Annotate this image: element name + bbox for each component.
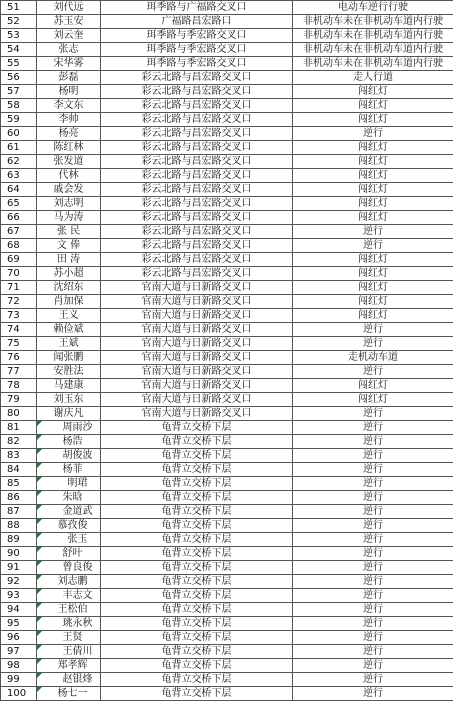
name-cell: 明珺	[37, 477, 101, 491]
row-number-cell: 58	[1, 99, 37, 113]
violation-cell: 闯红灯	[293, 211, 453, 225]
location-cell: 龟背立交桥下层	[101, 575, 293, 589]
table-row	[1, 365, 453, 379]
name-cell: 苏玉安	[37, 15, 101, 29]
row-number-cell: 94	[1, 603, 37, 617]
table-row	[1, 295, 453, 309]
location-cell: 彩云北路与昌宏路交叉口	[101, 71, 293, 85]
violation-cell: 逆行	[293, 463, 453, 477]
violation-cell: 闯红灯	[293, 99, 453, 113]
violation-cell: 逆行	[293, 365, 453, 379]
violation-cell: 逆行	[293, 407, 453, 421]
name-cell: 张发道	[37, 155, 101, 169]
location-cell: 龟背立交桥下层	[101, 505, 293, 519]
location-cell: 龟背立交桥下层	[101, 687, 293, 701]
row-number-cell: 79	[1, 393, 37, 407]
violation-cell: 逆行	[293, 491, 453, 505]
row-number-cell: 55	[1, 57, 37, 71]
name-cell: 曾良俊	[37, 561, 101, 575]
table-row	[1, 449, 453, 463]
location-cell: 官南大道与日新路交叉口	[101, 323, 293, 337]
violation-cell: 逆行	[293, 449, 453, 463]
location-cell: 龟背立交桥下层	[101, 589, 293, 603]
violation-cell: 非机动车未在非机动车道内行驶	[293, 15, 453, 29]
row-number-cell: 87	[1, 505, 37, 519]
row-number-cell: 60	[1, 127, 37, 141]
location-cell: 彩云北路与昌宏路交叉口	[101, 211, 293, 225]
row-number-cell: 69	[1, 253, 37, 267]
row-number-cell: 62	[1, 155, 37, 169]
table-row	[1, 463, 453, 477]
violation-cell: 逆行	[293, 547, 453, 561]
row-number-cell: 83	[1, 449, 37, 463]
name-cell: 刘志明	[37, 197, 101, 211]
table-row	[1, 253, 453, 267]
location-cell: 珥季路与季宏路交叉口	[101, 57, 293, 71]
row-number-cell: 100	[1, 687, 37, 701]
name-cell: 珧永秋	[37, 617, 101, 631]
location-cell: 彩云北路与昌宏路交叉口	[101, 253, 293, 267]
location-cell: 龟背立交桥下层	[101, 547, 293, 561]
location-cell: 龟背立交桥下层	[101, 673, 293, 687]
table-row	[1, 477, 453, 491]
row-number-cell: 64	[1, 183, 37, 197]
row-number-cell: 96	[1, 631, 37, 645]
name-cell: 刘玉东	[37, 393, 101, 407]
name-cell: 马为涛	[37, 211, 101, 225]
table-row	[1, 505, 453, 519]
location-cell: 龟背立交桥下层	[101, 449, 293, 463]
table-row	[1, 211, 453, 225]
table-row	[1, 547, 453, 561]
name-cell: 赵银烽	[37, 673, 101, 687]
violation-cell: 逆行	[293, 239, 453, 253]
name-cell: 田 涛	[37, 253, 101, 267]
location-cell: 龟背立交桥下层	[101, 491, 293, 505]
location-cell: 龟背立交桥下层	[101, 645, 293, 659]
row-number-cell: 66	[1, 211, 37, 225]
location-cell: 官南大道与日新路交叉口	[101, 337, 293, 351]
table-row	[1, 435, 453, 449]
table-row	[1, 631, 453, 645]
violation-cell: 逆行	[293, 337, 453, 351]
violation-cell: 非机动车未在非机动车道内行驶	[293, 29, 453, 43]
location-cell: 龟背立交桥下层	[101, 477, 293, 491]
name-cell: 杨浩	[37, 435, 101, 449]
violation-cell: 逆行	[293, 225, 453, 239]
table-row	[1, 659, 453, 673]
row-number-cell: 81	[1, 421, 37, 435]
row-number-cell: 93	[1, 589, 37, 603]
violation-cell: 闯红灯	[293, 155, 453, 169]
violation-cell: 闯红灯	[293, 169, 453, 183]
table-row	[1, 183, 453, 197]
row-number-cell: 92	[1, 575, 37, 589]
location-cell: 龟背立交桥下层	[101, 617, 293, 631]
location-cell: 官南大道与日新路交叉口	[101, 365, 293, 379]
row-number-cell: 59	[1, 113, 37, 127]
violations-table-body	[1, 1, 453, 701]
name-cell: 沈绍东	[37, 281, 101, 295]
table-row	[1, 197, 453, 211]
table-row	[1, 267, 453, 281]
name-cell: 郑孝辉	[37, 659, 101, 673]
location-cell: 珥季路与季宏路交叉口	[101, 29, 293, 43]
name-cell: 王义	[37, 309, 101, 323]
table-row	[1, 99, 453, 113]
location-cell: 龟背立交桥下层	[101, 533, 293, 547]
location-cell: 彩云北路与昌宏路交叉口	[101, 169, 293, 183]
table-row	[1, 15, 453, 29]
violation-cell: 逆行	[293, 617, 453, 631]
location-cell: 龟背立交桥下层	[101, 561, 293, 575]
table-row	[1, 127, 453, 141]
table-row	[1, 281, 453, 295]
name-cell: 赖俭斌	[37, 323, 101, 337]
row-number-cell: 80	[1, 407, 37, 421]
violation-cell: 逆行	[293, 659, 453, 673]
row-number-cell: 98	[1, 659, 37, 673]
name-cell: 杨菲	[37, 463, 101, 477]
table-row	[1, 43, 453, 57]
violation-cell: 闯红灯	[293, 141, 453, 155]
row-number-cell: 61	[1, 141, 37, 155]
row-number-cell: 51	[1, 1, 37, 15]
location-cell: 龟背立交桥下层	[101, 659, 293, 673]
name-cell: 彭磊	[37, 71, 101, 85]
location-cell: 官南大道与日新路交叉口	[101, 351, 293, 365]
row-number-cell: 65	[1, 197, 37, 211]
row-number-cell: 53	[1, 29, 37, 43]
violation-cell: 闯红灯	[293, 85, 453, 99]
row-number-cell: 90	[1, 547, 37, 561]
name-cell: 王倩川	[37, 645, 101, 659]
name-cell: 文 俸	[37, 239, 101, 253]
location-cell: 龟背立交桥下层	[101, 421, 293, 435]
location-cell: 彩云北路与昌宏路交叉口	[101, 99, 293, 113]
row-number-cell: 82	[1, 435, 37, 449]
table-row	[1, 113, 453, 127]
location-cell: 广福路昌宏路口	[101, 15, 293, 29]
violation-cell: 闯红灯	[293, 183, 453, 197]
name-cell: 闻张鹏	[37, 351, 101, 365]
name-cell: 胡俊波	[37, 449, 101, 463]
table-row	[1, 141, 453, 155]
row-number-cell: 78	[1, 379, 37, 393]
violation-cell: 逆行	[293, 533, 453, 547]
table-row	[1, 169, 453, 183]
table-row	[1, 687, 453, 701]
name-cell: 马建康	[37, 379, 101, 393]
table-row	[1, 407, 453, 421]
name-cell: 宋华雾	[37, 57, 101, 71]
table-row	[1, 155, 453, 169]
row-number-cell: 85	[1, 477, 37, 491]
location-cell: 官南大道与日新路交叉口	[101, 295, 293, 309]
violation-cell: 闯红灯	[293, 379, 453, 393]
violation-cell: 闯红灯	[293, 281, 453, 295]
location-cell: 官南大道与日新路交叉口	[101, 407, 293, 421]
name-cell: 代林	[37, 169, 101, 183]
name-cell: 王贤	[37, 631, 101, 645]
violation-cell: 逆行	[293, 589, 453, 603]
violation-cell: 闯红灯	[293, 253, 453, 267]
name-cell: 李文东	[37, 99, 101, 113]
row-number-cell: 95	[1, 617, 37, 631]
row-number-cell: 71	[1, 281, 37, 295]
row-number-cell: 88	[1, 519, 37, 533]
location-cell: 官南大道与日新路交叉口	[101, 393, 293, 407]
row-number-cell: 86	[1, 491, 37, 505]
violation-cell: 逆行	[293, 127, 453, 141]
table-row	[1, 225, 453, 239]
row-number-cell: 77	[1, 365, 37, 379]
row-number-cell: 75	[1, 337, 37, 351]
violation-cell: 逆行	[293, 519, 453, 533]
violation-cell: 闯红灯	[293, 393, 453, 407]
violation-cell: 逆行	[293, 505, 453, 519]
table-row	[1, 673, 453, 687]
table-row	[1, 491, 453, 505]
location-cell: 龟背立交桥下层	[101, 463, 293, 477]
violation-cell: 闯红灯	[293, 295, 453, 309]
name-cell: 杨亮	[37, 127, 101, 141]
row-number-cell: 56	[1, 71, 37, 85]
name-cell: 金道武	[37, 505, 101, 519]
row-number-cell: 63	[1, 169, 37, 183]
table-row	[1, 239, 453, 253]
location-cell: 彩云北路与昌宏路交叉口	[101, 141, 293, 155]
name-cell: 肖加保	[37, 295, 101, 309]
violation-cell: 走人行道	[293, 71, 453, 85]
location-cell: 官南大道与日新路交叉口	[101, 281, 293, 295]
table-row	[1, 645, 453, 659]
violation-cell: 逆行	[293, 631, 453, 645]
table-row	[1, 1, 453, 15]
location-cell: 彩云北路与昌宏路交叉口	[101, 183, 293, 197]
table-row	[1, 561, 453, 575]
violation-cell: 闯红灯	[293, 197, 453, 211]
location-cell: 彩云北路与昌宏路交叉口	[101, 225, 293, 239]
row-number-cell: 67	[1, 225, 37, 239]
location-cell: 彩云北路与昌宏路交叉口	[101, 155, 293, 169]
location-cell: 珥季路与季宏路交叉口	[101, 43, 293, 57]
violation-cell: 走机动车道	[293, 351, 453, 365]
name-cell: 朱晗	[37, 491, 101, 505]
violation-cell: 闯红灯	[293, 309, 453, 323]
location-cell: 龟背立交桥下层	[101, 435, 293, 449]
location-cell: 官南大道与日新路交叉口	[101, 309, 293, 323]
location-cell: 龟背立交桥下层	[101, 631, 293, 645]
name-cell: 苏小超	[37, 267, 101, 281]
row-number-cell: 68	[1, 239, 37, 253]
violation-cell: 逆行	[293, 561, 453, 575]
name-cell: 杨七一	[37, 687, 101, 701]
violation-cell: 逆行	[293, 645, 453, 659]
violation-cell: 逆行	[293, 477, 453, 491]
violation-cell: 闯红灯	[293, 113, 453, 127]
row-number-cell: 72	[1, 295, 37, 309]
violation-cell: 逆行	[293, 323, 453, 337]
name-cell: 戚会发	[37, 183, 101, 197]
location-cell: 彩云北路与昌宏路交叉口	[101, 197, 293, 211]
violation-cell: 逆行	[293, 435, 453, 449]
table-row	[1, 421, 453, 435]
table-row	[1, 589, 453, 603]
name-cell: 张 民	[37, 225, 101, 239]
row-number-cell: 89	[1, 533, 37, 547]
location-cell: 官南大道与日新路交叉口	[101, 379, 293, 393]
table-row	[1, 603, 453, 617]
violation-cell: 非机动车未在非机动车道内行驶	[293, 57, 453, 71]
row-number-cell: 73	[1, 309, 37, 323]
table-row	[1, 323, 453, 337]
name-cell: 刘志鹏	[37, 575, 101, 589]
violation-cell: 电动车逆行行驶	[293, 1, 453, 15]
location-cell: 龟背立交桥下层	[101, 603, 293, 617]
table-row	[1, 575, 453, 589]
row-number-cell: 99	[1, 673, 37, 687]
row-number-cell: 84	[1, 463, 37, 477]
name-cell: 慕孜俊	[37, 519, 101, 533]
location-cell: 彩云北路与昌宏路交叉口	[101, 127, 293, 141]
row-number-cell: 76	[1, 351, 37, 365]
location-cell: 彩云北路与昌宏路交叉口	[101, 113, 293, 127]
table-row	[1, 519, 453, 533]
location-cell: 彩云北路与昌宏路交叉口	[101, 267, 293, 281]
location-cell: 彩云北路与昌宏路交叉口	[101, 239, 293, 253]
table-row	[1, 533, 453, 547]
name-cell: 周雨沙	[37, 421, 101, 435]
violation-cell: 逆行	[293, 673, 453, 687]
name-cell: 陈红林	[37, 141, 101, 155]
row-number-cell: 70	[1, 267, 37, 281]
violation-cell: 逆行	[293, 421, 453, 435]
location-cell: 珥季路与广福路交叉口	[101, 1, 293, 15]
row-number-cell: 97	[1, 645, 37, 659]
row-number-cell: 52	[1, 15, 37, 29]
row-number-cell: 91	[1, 561, 37, 575]
name-cell: 王松伯	[37, 603, 101, 617]
name-cell: 谢庆凡	[37, 407, 101, 421]
violation-cell: 逆行	[293, 603, 453, 617]
name-cell: 丰志文	[37, 589, 101, 603]
violation-cell: 非机动车未在非机动车道内行驶	[293, 43, 453, 57]
table-row	[1, 85, 453, 99]
table-row	[1, 309, 453, 323]
violation-cell: 闯红灯	[293, 267, 453, 281]
table-row	[1, 393, 453, 407]
violation-cell: 逆行	[293, 687, 453, 701]
name-cell: 李帅	[37, 113, 101, 127]
name-cell: 张玉	[37, 533, 101, 547]
name-cell: 杨明	[37, 85, 101, 99]
name-cell: 刘代远	[37, 1, 101, 15]
location-cell: 龟背立交桥下层	[101, 519, 293, 533]
table-row	[1, 351, 453, 365]
location-cell: 彩云北路与昌宏路交叉口	[101, 85, 293, 99]
table-row	[1, 57, 453, 71]
table-row	[1, 337, 453, 351]
name-cell: 安胜法	[37, 365, 101, 379]
table-row	[1, 617, 453, 631]
row-number-cell: 57	[1, 85, 37, 99]
name-cell: 刘云奎	[37, 29, 101, 43]
name-cell: 张志	[37, 43, 101, 57]
row-number-cell: 54	[1, 43, 37, 57]
table-row	[1, 379, 453, 393]
table-row	[1, 29, 453, 43]
violation-cell: 逆行	[293, 575, 453, 589]
table-row	[1, 71, 453, 85]
name-cell: 王斌	[37, 337, 101, 351]
row-number-cell: 74	[1, 323, 37, 337]
name-cell: 舒叶	[37, 547, 101, 561]
